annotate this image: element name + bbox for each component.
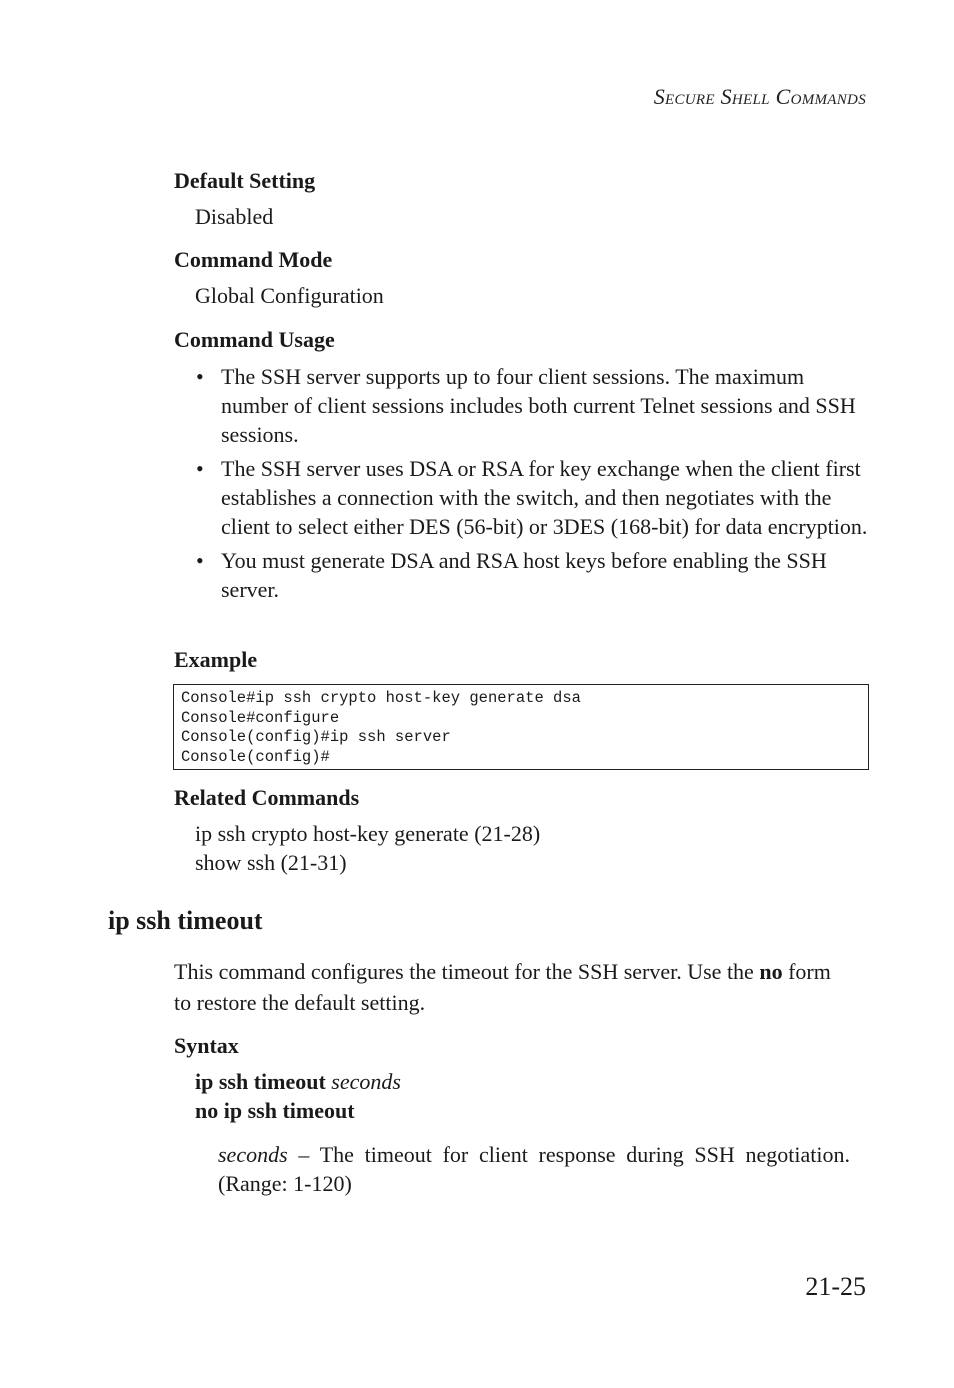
parameter-description: seconds – The timeout for client response during SSH negotiation. (Range: 1-120) bbox=[218, 1142, 850, 1196]
command-mode-heading: Command Mode bbox=[174, 247, 333, 272]
related-command-link[interactable]: ip ssh crypto host-key generate (21-28) bbox=[195, 821, 541, 846]
bullet-icon: • bbox=[196, 364, 204, 389]
code-line: Console#configure bbox=[181, 708, 340, 727]
list-item: • You must generate DSA and RSA host keys before enabling the SSH server. bbox=[196, 548, 827, 602]
syntax-line-2 bbox=[195, 1098, 355, 1124]
list-item: • The SSH server supports up to four client sessions. The maximum number of client sessions includes both current Telnet sessions and SSH sessions. bbox=[196, 364, 856, 447]
command-usage-heading: Command Usage bbox=[174, 327, 335, 352]
related-command-link[interactable]: show ssh (21-31) bbox=[195, 850, 347, 875]
example-code-block bbox=[173, 684, 869, 770]
command-usage-list bbox=[196, 362, 868, 609]
example-heading: Example bbox=[174, 647, 258, 672]
syntax-parameter: seconds bbox=[331, 1069, 401, 1094]
default-setting-value: Disabled bbox=[195, 204, 274, 229]
syntax-command: ip ssh timeout bbox=[195, 1069, 326, 1094]
bullet-icon: • bbox=[196, 456, 204, 481]
code-line: Console(config)#ip ssh server bbox=[181, 728, 451, 746]
section-intro: This command configures the timeout for the SSH server. Use the no form to restore the default setting. bbox=[174, 959, 831, 1015]
syntax-heading: Syntax bbox=[174, 1033, 239, 1058]
command-mode-value: Global Configuration bbox=[195, 283, 384, 308]
syntax-command: no ip ssh timeout bbox=[195, 1098, 355, 1123]
bullet-icon: • bbox=[196, 548, 204, 573]
related-commands-heading: Related Commands bbox=[174, 785, 360, 810]
parameter-name: seconds bbox=[218, 1142, 288, 1167]
default-setting-heading: Default Setting bbox=[174, 168, 316, 193]
list-item: • The SSH server uses DSA or RSA for key exchange when the client first establishes a connection with the switch, and then negotiates with the client to select either DES (56-bit) or 3DES (168-bit) for data encryption. bbox=[196, 456, 868, 539]
syntax-line-1 bbox=[195, 1069, 401, 1095]
running-head: Secure Shell Commands bbox=[653, 84, 866, 109]
code-line: Console#ip ssh crypto host-key generate dsa bbox=[181, 689, 581, 707]
section-title: ip ssh timeout bbox=[108, 906, 263, 935]
page-number: 21-25 bbox=[805, 1272, 866, 1301]
no-keyword: no bbox=[759, 959, 783, 984]
code-line: Console(config)# bbox=[181, 747, 330, 766]
